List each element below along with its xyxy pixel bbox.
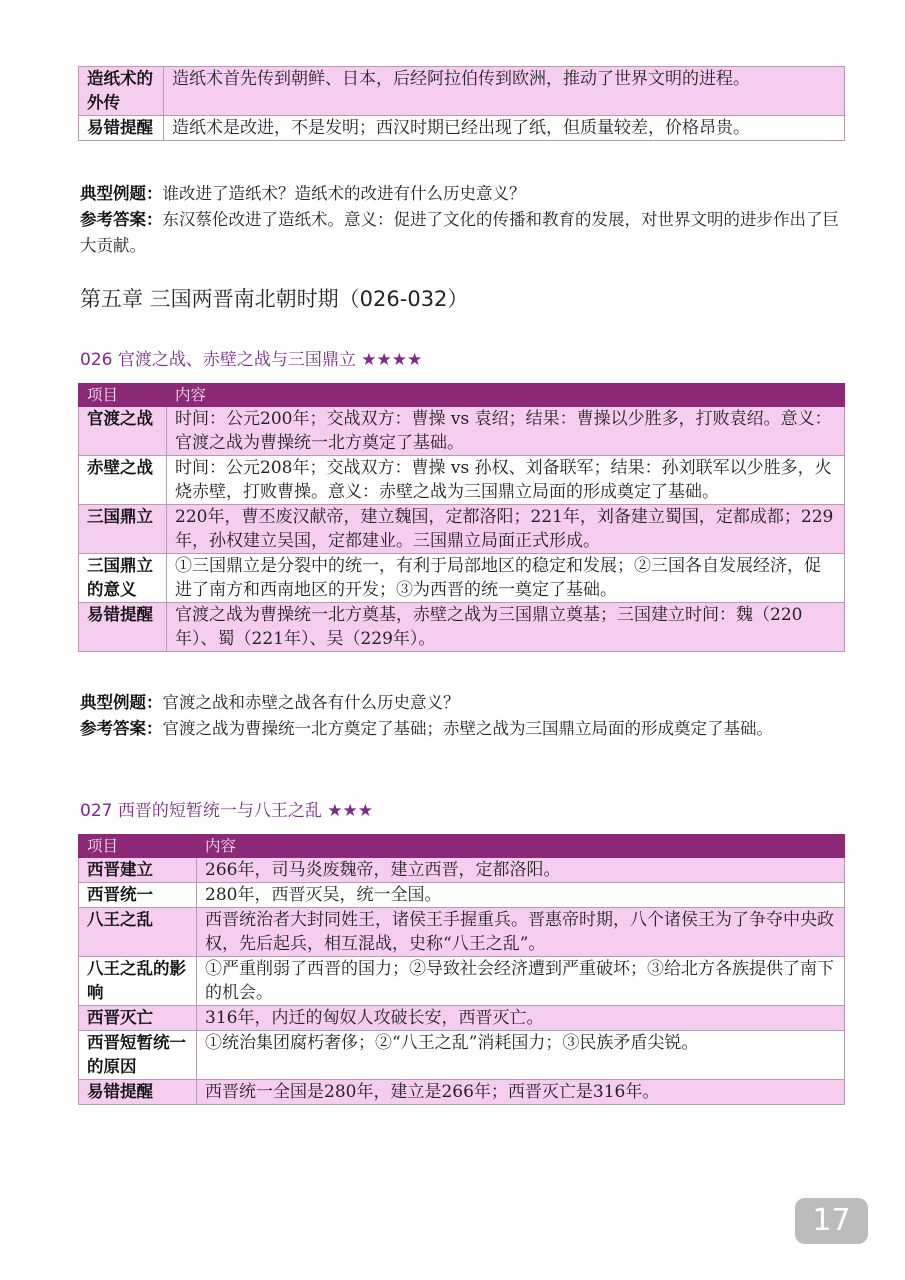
row-key: 八王之乱的影响: [79, 957, 197, 1006]
table-row: [79, 858, 845, 883]
section-title-026: 026 官渡之战、赤壁之战与三国鼎立 ★★★★: [80, 350, 423, 370]
row-value: 266年，司马炎废魏帝，建立西晋，定都洛阳。: [197, 858, 845, 883]
row-value: 时间：公元200年；交战双方：曹操 vs 袁绍；结果：曹操以少胜多，打败袁绍。意义：官渡之战为曹操统一北方奠定了基础。: [167, 407, 845, 456]
section-027-table: [78, 834, 845, 1105]
row-value: 280年，西晋灭吴，统一全国。: [197, 883, 845, 908]
row-value: ①三国鼎立是分裂中的统一，有利于局部地区的稳定和发展；②三国各自发展经济，促进了南方和西南地区的开发；③为西晋的统一奠定了基础。: [167, 554, 845, 603]
section-026-table: [78, 383, 845, 652]
row-value: ①统治集团腐朽奢侈；②“八王之乱”消耗国力；③民族矛盾尖锐。: [197, 1031, 845, 1080]
header-value: 内容: [167, 384, 845, 407]
row-value: 官渡之战为曹操统一北方奠基，赤壁之战为三国鼎立奠基；三国建立时间：魏（220年）、蜀（221年）、吴（229年）。: [167, 603, 845, 652]
row-key: 三国鼎立: [79, 505, 167, 554]
section-title-027: 027 西晋的短暂统一与八王之乱 ★★★: [80, 801, 373, 821]
table-header-row: [79, 384, 845, 407]
row-key: 西晋统一: [79, 883, 197, 908]
row-key: 三国鼎立的意义: [79, 554, 167, 603]
row-value: 时间：公元208年；交战双方：曹操 vs 孙权、刘备联军；结果：孙刘联军以少胜多，火烧赤壁，打败曹操。意义：赤壁之战为三国鼎立局面的形成奠定了基础。: [167, 456, 845, 505]
row-key: 易错提醒: [79, 603, 167, 652]
table-row: [79, 908, 845, 957]
row-value: 316年，内迁的匈奴人攻破长安，西晋灭亡。: [197, 1006, 845, 1031]
header-key: 项目: [79, 835, 197, 858]
row-key: 易错提醒: [79, 116, 164, 141]
example-question-block: [80, 181, 840, 259]
page-number: 17: [795, 1198, 868, 1244]
row-value: ①严重削弱了西晋的国力；②导致社会经济遭到严重破坏；③给北方各族提供了南下的机会。: [197, 957, 845, 1006]
row-key: 造纸术的外传: [79, 67, 164, 116]
row-key: 八王之乱: [79, 908, 197, 957]
header-value: 内容: [197, 835, 845, 858]
chapter-title: 第五章 三国两晋南北朝时期（026-032）: [80, 287, 469, 311]
reference-answer: 参考答案：东汉蔡伦改进了造纸术。意义：促进了文化的传播和教育的发展，对世界文明的进步作出了巨大贡献。: [80, 210, 839, 255]
table-row: [79, 883, 845, 908]
example-question-block-2: [80, 690, 840, 742]
paper-spread-table: [78, 66, 845, 141]
table-row: [79, 505, 845, 554]
table-row: [79, 456, 845, 505]
table-row: [79, 1031, 845, 1080]
row-key: 赤壁之战: [79, 456, 167, 505]
table-row: [79, 957, 845, 1006]
table-row: [79, 554, 845, 603]
table-row: [79, 1080, 845, 1105]
row-key: 西晋灭亡: [79, 1006, 197, 1031]
row-key: 西晋建立: [79, 858, 197, 883]
table-header-row: [79, 835, 845, 858]
table-row: [79, 407, 845, 456]
reference-answer: 参考答案：官渡之战为曹操统一北方奠定了基础；赤壁之战为三国鼎立局面的形成奠定了基础。: [80, 719, 773, 738]
table-row: [79, 603, 845, 652]
row-value: 220年，曹丕废汉献帝，建立魏国，定都洛阳；221年，刘备建立蜀国，定都成都；229年，孙权建立吴国，定都建业。三国鼎立局面正式形成。: [167, 505, 845, 554]
row-value: 西晋统治者大封同姓王，诸侯王手握重兵。晋惠帝时期，八个诸侯王为了争夺中央政权，先后起兵，相互混战，史称“八王之乱”。: [197, 908, 845, 957]
row-key: 易错提醒: [79, 1080, 197, 1105]
row-key: 西晋短暂统一的原因: [79, 1031, 197, 1080]
header-key: 项目: [79, 384, 167, 407]
table-row: [79, 116, 845, 141]
table-row: [79, 67, 845, 116]
table-row: [79, 1006, 845, 1031]
row-key: 官渡之战: [79, 407, 167, 456]
row-value: 造纸术首先传到朝鲜、日本，后经阿拉伯传到欧洲，推动了世界文明的进程。: [164, 67, 845, 116]
row-value: 造纸术是改进，不是发明；西汉时期已经出现了纸，但质量较差，价格昂贵。: [164, 116, 845, 141]
example-question: 典型例题：官渡之战和赤壁之战各有什么历史意义？: [80, 693, 460, 712]
example-question: 典型例题：谁改进了造纸术？造纸术的改进有什么历史意义？: [80, 184, 526, 203]
row-value: 西晋统一全国是280年，建立是266年；西晋灭亡是316年。: [197, 1080, 845, 1105]
